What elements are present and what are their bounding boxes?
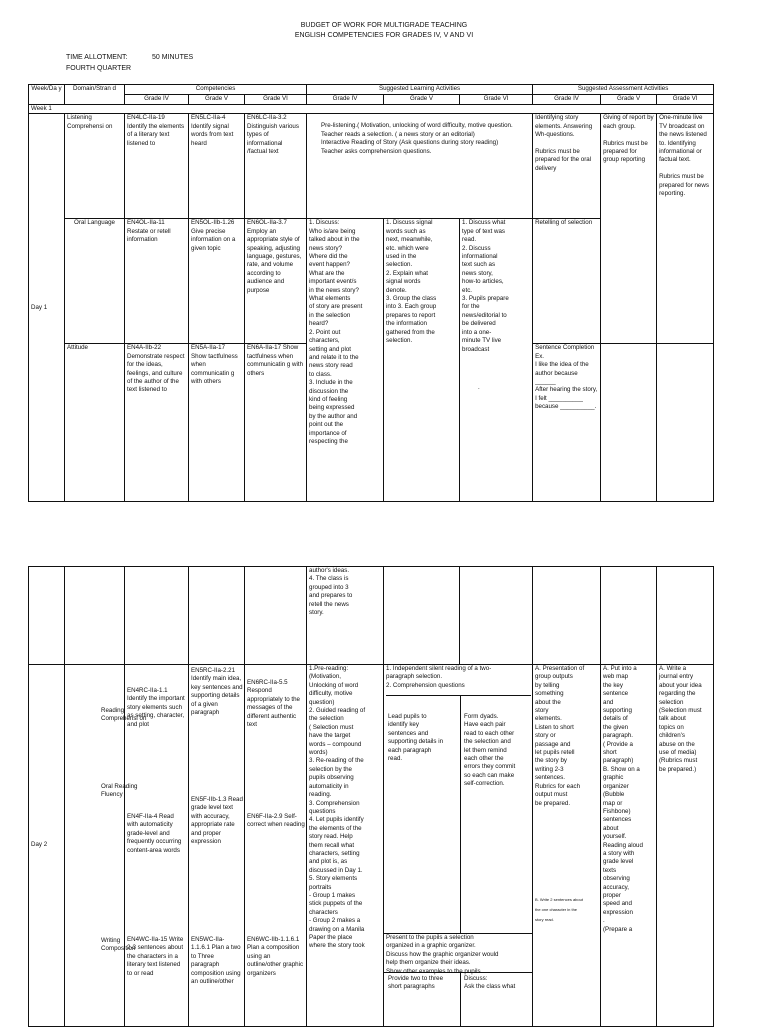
learning-g4-day2: 1.Pre-reading: (Motivation, Unlocking of word difficulty, motive question) 2. Guided reading of the selection ( Selection must have the target words – compound words) 3. Re-reading of the selection by the pupils observing automaticity in reading. 3. Comprehension questions 4. Let pupils identify the elements of the story read. Help them recall what characters, setting and plot is, as discussed in Day 1. 5. Story elements portraits - Group 1 makes stick puppets of the characters - Group 2 makes a drawing on a Manila Paper the place where the story took: [307, 665, 384, 1027]
header-grade-v: Grade V: [384, 95, 460, 105]
assessment-g4-day2: A. Presentation of group outputs by telling something about the story elements. Listen to short story or passage and let pupils retell the story by writing 2-3 sentences. Rubrics for each output must be prepared. B. Write 2 sentences about the one character in the story read.: [533, 665, 601, 1027]
assessment-g4-note: B. Write 2 sentences about the one character in the story read.: [535, 897, 583, 922]
cell-blank: [533, 567, 601, 665]
header-grade-vi: Grade VI: [245, 95, 307, 105]
header-grade-v: Grade V: [601, 95, 657, 105]
domain-fluency: Oral Reading Fluency: [101, 783, 138, 799]
assessment-g6-attitude: [657, 344, 714, 502]
learning-g5-writing: Provide two to three short paragraphs: [388, 975, 444, 991]
budget-table-week1: [28, 84, 714, 502]
assessment-g6-day2: A. Write a journal entry about your idea regarding the selection (Selection must talk about topics on children's abuse on the use of media) (Rubrics must be prepared.): [657, 665, 714, 1027]
competency-g6-fluency: EN6F-IIa-2.9 Self-correct when reading: [247, 813, 305, 829]
assessment-g5-listening: Giving of report by each group. Rubrics must be prepared for group reporting: [601, 114, 657, 344]
day-blank: [29, 567, 65, 665]
competency-g6-reading: EN6RC-IIa-5.5 Respond appropriately to the messages of the different authentic text: [247, 679, 300, 729]
cell-blank: [657, 567, 714, 665]
assessment-g5-day2: A. Put into a web map the key sentence and supporting details of the given paragraph. ( Provide a short paragraph) B. Show on a graphic organizer (Bubble map or Fishbone) sentences about yourself. Reading aloud a story with grade level texts observing accuracy, proper speed and expression . (Prepare a: [601, 665, 657, 1027]
quarter-label: FOURTH QUARTER: [66, 65, 132, 72]
learning-g4-day1: 1. Discuss: Who is/are being talked about in the news story? Where did the event happen? What are the important event/s in the news story? What elements of story are present in the selection heard? 2. Point out characters, setting and plot and relate it to the news story read to class. 3. Include in the discussion the kind of feeling being expressed by the author and point out the importance of respecting the: [307, 219, 384, 502]
header-domain: Domain/Stran d: [65, 85, 125, 105]
domain-writing: Writing Composition: [101, 937, 136, 953]
header-grade-v: Grade V: [189, 95, 245, 105]
domain-oral-language: Oral Language: [65, 219, 125, 344]
competency-g5-listening: EN5LC-IIa-4 Identify signal words from text heard: [189, 114, 245, 219]
competency-g5-reading: EN5RC-IIa-2.21 Identify main idea, key sentences and supporting details of a given paragraph: [191, 667, 243, 717]
learning-g4-continued: author's ideas. 4. The class is grouped into 3 and prepares to retell the news story.: [307, 567, 384, 665]
header-assessment-activities: Suggested Assessment Activities: [533, 85, 714, 95]
competency-g5-writing: EN5WC-IIa-1.1.6.1 Plan a two to Three paragraph composition using an outline/other: [191, 936, 241, 986]
domain-blank: [65, 567, 125, 665]
learning-g5-g6-day2: [384, 665, 533, 1027]
time-allotment-label: TIME ALLOTMENT:: [66, 54, 128, 61]
competency-g5-attitude: EN5A-IIa-17 Show tactfulness when communicatin g with others: [189, 344, 245, 502]
competency-g4-reading: EN4RC-IIa-1.1 Identify the important story elements such as setting, character, and plot: [127, 687, 185, 728]
header-grade-vi: Grade VI: [460, 95, 533, 105]
competency-g5-day2: [189, 665, 245, 1027]
header-grade-vi: Grade VI: [657, 95, 714, 105]
competency-g6-day2: [245, 665, 307, 1027]
cell-blank: [125, 567, 189, 665]
learning-g5-lead: Lead pupils to identify key sentences and supporting details in each paragraph read.: [388, 713, 444, 763]
competency-g4-day2: [125, 665, 189, 1027]
domain-day2: [65, 665, 147, 1027]
cell-blank: [189, 567, 245, 665]
domain-reading: Reading Comprehensi on: [101, 707, 147, 723]
competency-g6-attitude: EN6A-IIa-17 Show tactfulness when communicatin g with others: [245, 344, 307, 502]
competency-g5-fluency: EN5F-IIb-1.3 Read grade level text with accuracy, appropriate rate and proper expression: [191, 796, 243, 846]
learning-g6-day1: 1. Discuss what type of text was read. 2. Discuss informational text such as news story, how-to articles, etc. 3. Pupils prepare for the news/editorial to be delivered into a one- minute TV live broadcast .: [460, 219, 533, 502]
competency-g6-listening: EN6LC-IIa-3.2 Distinguish various types of informational /factual text: [245, 114, 307, 219]
assessment-g4-listening: Identifying story elements. Answering Wh-questions. Rubrics must be prepared for the oral delivery: [533, 114, 601, 219]
budget-table-continuation: [28, 566, 714, 1027]
cell-blank: [601, 567, 657, 665]
header-weekday: Week/Da y: [29, 85, 65, 105]
domain-listening: Listening Comprehensi on: [65, 114, 125, 219]
assessment-g5-attitude: [601, 344, 657, 502]
learning-reading-shared: 1. Independent silent reading of a two- paragraph selection. 2. Comprehension questions: [386, 665, 531, 696]
competency-g6-writing: EN6WC-IIb-1.1.6.1 Plan a composition using an outline/other graphic organizers: [247, 936, 304, 977]
assessment-g4-attitude: Sentence Completion Ex. I like the idea of the author because ______ After hearing the story, I felt __________ because __________.: [533, 344, 601, 502]
header-competencies: Competencies: [125, 85, 307, 95]
competency-g6-oral: EN6OL-IIa-3.7 Employ an appropriate style of speaking, adjusting language, gestures, rate, and volume according to audience and purpose: [245, 219, 307, 344]
assessment-g6-listening: One-minute live TV broadcast on the news listened to. Identifying informational or factual text. Rubrics must be prepared for news reporting.: [657, 114, 714, 344]
time-allotment: [66, 53, 193, 63]
learning-writing-shared: Present to the pupils a selection organized in a graphic organizer. Discuss how the graphic organizer would help them organize their ideas. Show other examples to the pupils.: [384, 933, 533, 973]
document-title-line2: ENGLISH COMPETENCIES FOR GRADES IV, V AND VI: [294, 32, 474, 39]
header-grade-iv: Grade IV: [125, 95, 189, 105]
competency-g4-oral: EN4OL-IIa-11 Restate or retell information: [125, 219, 189, 344]
stray-mark: .: [478, 383, 480, 391]
cell-blank: [245, 567, 307, 665]
assessment-g4-oral: Retelling of selection: [533, 219, 601, 344]
header-grade-iv: Grade IV: [533, 95, 601, 105]
cell-blank: [460, 567, 533, 665]
cell-blank: [384, 567, 460, 665]
competency-g4-listening: EN4LC-IIa-19 Identify the elements of a literary text listened to: [125, 114, 189, 219]
competency-g5-oral: EN5OL-IIb-1.26 Give precise information on a given topic: [189, 219, 245, 344]
day2-label: Day 2: [29, 665, 65, 1027]
header-grade-iv: Grade IV: [307, 95, 384, 105]
domain-attitude: Attitude: [65, 344, 125, 502]
week-label: Week 1: [29, 105, 714, 114]
document-title-line1: BUDGET OF WORK FOR MULTIGRADE TEACHING: [300, 22, 468, 29]
learning-g6-dyads: Form dyads. Have each pair read to each other the selection and let them remind each other the errors they commit so each can make self-correction.: [464, 713, 516, 788]
learning-g6-writing: Discuss: Ask the class what: [464, 975, 516, 991]
time-allotment-value: 50 MINUTES: [152, 54, 194, 61]
competency-g4-writing: EN4WC-IIa-15 Write 2-3 sentences about the characters in a literary text listened to or read: [127, 936, 184, 977]
day1-label: Day 1: [29, 114, 65, 502]
header-learning-activities: Suggested Learning Activities: [307, 85, 533, 95]
competency-g4-attitude: EN4A-IIb-22 Demonstrate respect for the ideas, feelings, and culture of the author of the text listened to: [125, 344, 189, 502]
learning-listening-shared: Pre-listening.( Motivation, unlocking of word difficulty, motive question. Teacher reads a selection. ( a news story or an editorial) Interactive Reading of Story (Ask questions during story reading) Teacher asks comprehension questions.: [307, 114, 533, 219]
learning-g5-day1: 1. Discuss signal words such as next, meanwhile, etc. which were used in the selection. 2. Explain what signal words denote. 3. Group the class into 3. Each group prepares to report the information gathered from the selection.: [384, 219, 460, 502]
competency-g4-fluency: EN4F-IIa-4 Read with automaticity grade-level and frequently occurring content-area words: [127, 813, 182, 854]
